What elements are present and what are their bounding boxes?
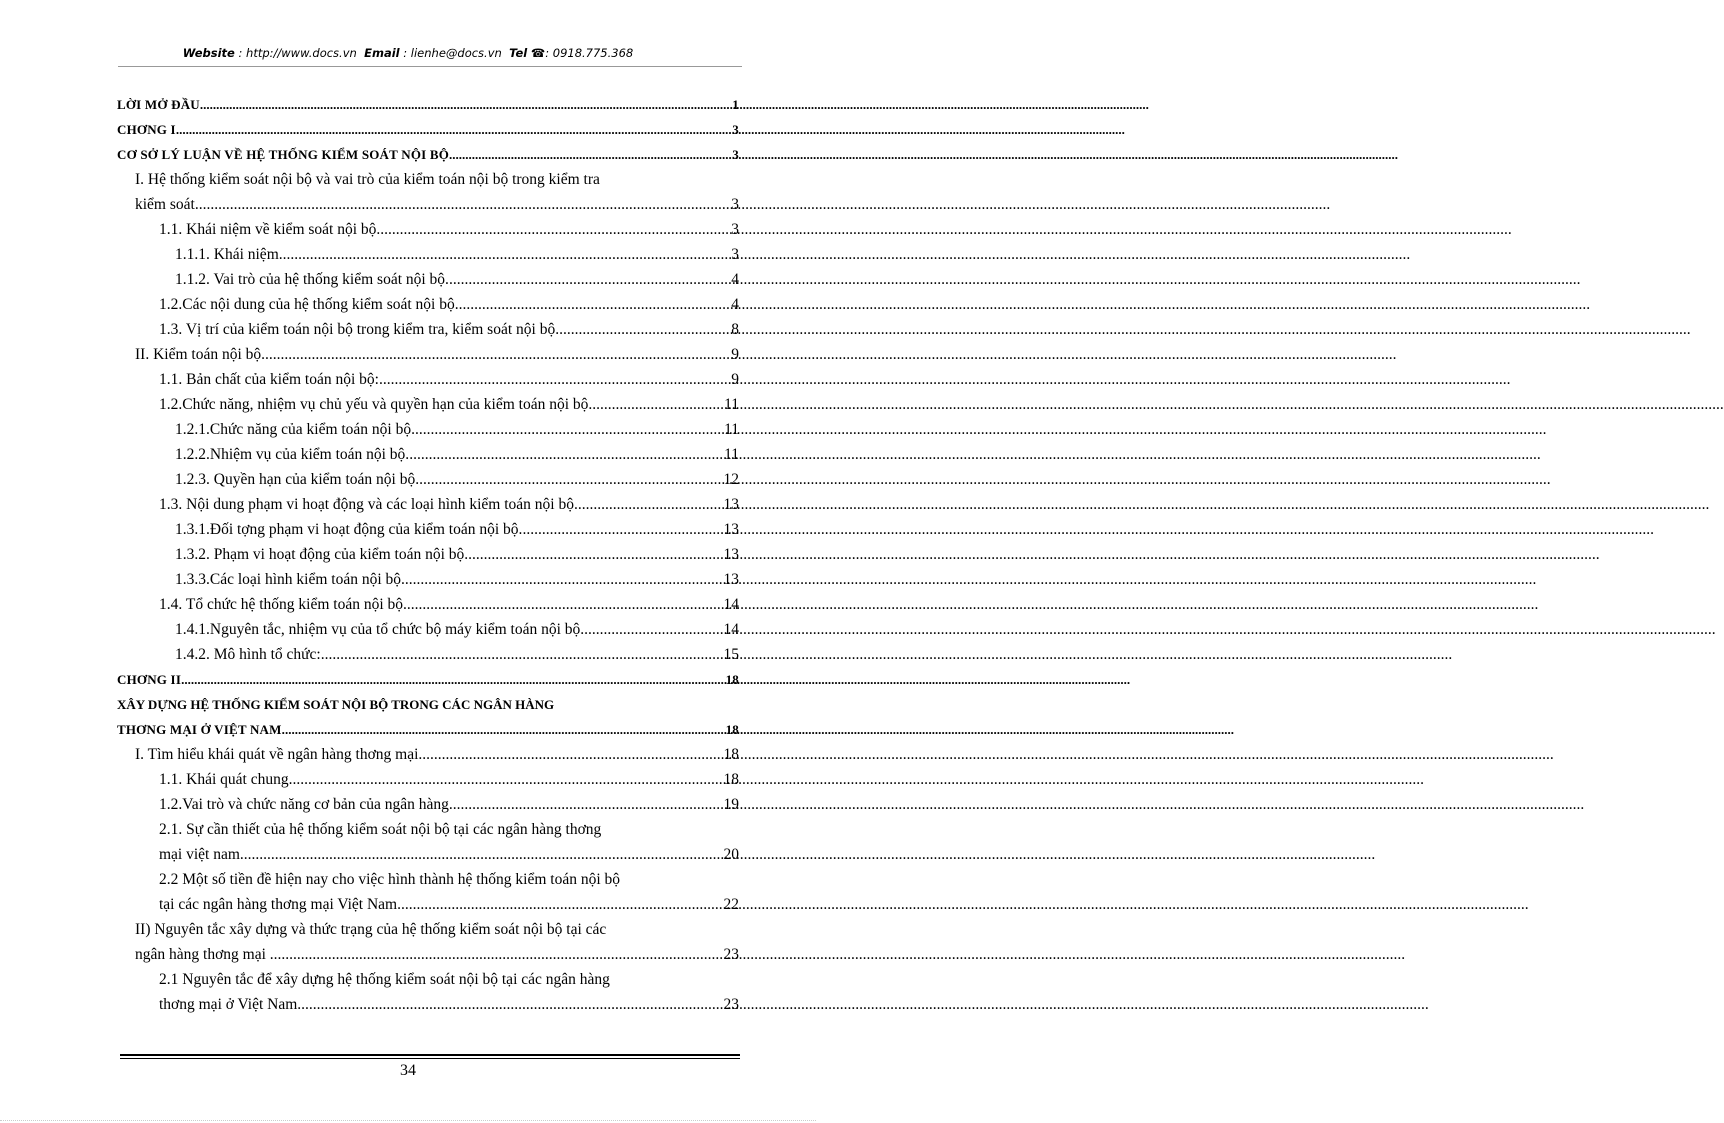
toc-leader-dots (397, 892, 723, 917)
toc-entry[interactable] (117, 417, 739, 442)
toc-entry-title: 1.1. Khái quát chung. (159, 771, 293, 788)
toc-leader-dots (468, 542, 723, 567)
toc-leader-dots (200, 92, 732, 117)
toc-page-number: 11 (724, 446, 739, 463)
email-value: : lienhe@docs.vn (403, 46, 502, 60)
toc-leader-dots (199, 192, 732, 217)
toc-leader-dots (297, 992, 723, 1017)
toc-entry-title: I. Tìm hiểu khái quát về ngân hàng thơng mại. (135, 746, 423, 763)
toc-entry-title: CƠ SỞ LÝ LUẬN VỀ HỆ THỐNG KIỂM SOÁT NỘI BỘ (117, 147, 450, 162)
toc-entry-first-line: 2.1. Sự cần thiết của hệ thống kiểm soát nội bộ tại các ngân hàng thơng (159, 821, 602, 838)
toc-page-number: 1 (732, 97, 739, 112)
toc-entry-first-line: I. Hệ thống kiểm soát nội bộ và vai trò của kiểm toán nội bộ trong kiểm tra (135, 171, 600, 188)
toc-entry[interactable] (117, 317, 739, 342)
toc-page-number: 11 (724, 396, 739, 413)
page-header (0, 46, 816, 60)
toc-entry-title: 1.1. Bản chất của kiểm toán nội bộ: (159, 371, 379, 388)
toc-leader-dots (459, 292, 732, 317)
toc-entry[interactable] (117, 367, 739, 392)
toc-leader-dots (321, 642, 724, 667)
toc-page-number: 19 (723, 796, 739, 813)
toc-entry[interactable] (117, 492, 739, 517)
table-of-contents (117, 92, 739, 1017)
toc-page-number: 3 (732, 122, 739, 137)
toc-entry[interactable] (117, 342, 739, 367)
toc-page-number: 18 (725, 722, 739, 737)
toc-leader-dots (181, 667, 726, 692)
toc-leader-dots (265, 342, 731, 367)
footer-rule (120, 1054, 740, 1056)
toc-entry-title: thơng mại ở Việt Nam (159, 996, 298, 1013)
toc-entry-title: 1.1.2. Vai trò của hệ thống kiểm soát nội bộ. (175, 271, 449, 288)
toc-leader-dots (380, 217, 731, 242)
toc-entry-first-line: 2.1 Nguyên tắc để xây dựng hệ thống kiểm soát nội bộ tại các ngân hàng (159, 971, 610, 988)
toc-entry-title: 1.3.3.Các loại hình kiểm toán nội bộ. (175, 571, 405, 588)
toc-entry-title: tại các ngân hàng thơng mại Việt Nam (159, 896, 398, 913)
toc-entry-title: 1.1.1. Khái niệm (175, 246, 279, 263)
toc-entry-title: 1.2.Vai trò và chức năng cơ bản của ngân hàng. (159, 796, 453, 813)
toc-page-number: 13 (723, 496, 739, 513)
toc-leader-dots (285, 717, 726, 742)
toc-entry-first-line: II) Nguyên tắc xây dựng và thức trạng của hệ thống kiểm soát nội bộ tại các (135, 921, 607, 938)
toc-entry[interactable] (117, 567, 739, 592)
toc-entry-title: 1.3. Vị trí của kiểm toán nội bộ trong kiểm tra, kiểm soát nội bộ. (159, 321, 560, 338)
toc-page-number: 11 (724, 421, 739, 438)
toc-leader-dots (379, 367, 731, 392)
toc-leader-dots (409, 442, 724, 467)
toc-entry[interactable] (117, 642, 739, 667)
toc-entry-title: 1.2.Các nội dung của hệ thống kiểm soát nội bộ. (159, 296, 459, 313)
toc-entry[interactable] (117, 817, 739, 867)
toc-entry-title: 1.4. Tổ chức hệ thống kiểm toán nội bộ. (159, 596, 407, 613)
header-rule (118, 66, 742, 67)
toc-entry[interactable] (117, 292, 739, 317)
footer-rule-thin (120, 1058, 740, 1059)
toc-page-number: 13 (723, 521, 739, 538)
toc-page-number: 3 (731, 221, 739, 238)
toc-entry[interactable] (117, 767, 739, 792)
toc-entry-title: 1.2.3. Quyền hạn của kiểm toán nội bộ. (175, 471, 420, 488)
toc-page-number: 18 (723, 771, 739, 788)
website-value: : http://www.docs.vn (238, 46, 357, 60)
toc-entry[interactable] (117, 692, 739, 742)
toc-page-number: 14 (723, 621, 739, 638)
toc-entry[interactable] (117, 267, 739, 292)
toc-leader-dots (449, 142, 732, 167)
toc-entry[interactable] (117, 967, 739, 1017)
toc-leader-dots (559, 317, 731, 342)
toc-entry-title: 1.4.2. Mô hình tổ chức: (175, 646, 321, 663)
toc-leader-dots (578, 492, 724, 517)
toc-entry-title: 1.4.1.Nguyên tắc, nhiệm vụ của tổ chức bộ máy kiểm toán nội bộ. (175, 621, 585, 638)
toc-entry[interactable] (117, 867, 739, 917)
toc-page-number: 12 (723, 471, 739, 488)
toc-entry-title: 1.1. Khái niệm về kiểm soát nội bộ. (159, 221, 381, 238)
toc-entry-title: LỜI MỞ ĐẦU (117, 97, 200, 112)
email-label: Email (364, 46, 400, 60)
toc-entry[interactable] (117, 742, 739, 767)
toc-leader-dots (176, 117, 732, 142)
toc-entry[interactable] (117, 792, 739, 817)
toc-entry[interactable] (117, 617, 739, 642)
toc-leader-dots (274, 942, 724, 967)
toc-page-number: 20 (723, 846, 739, 863)
toc-page-number: 3 (732, 147, 739, 162)
toc-leader-dots (279, 242, 732, 267)
toc-page-number: 9 (731, 371, 739, 388)
toc-entry[interactable] (117, 442, 739, 467)
toc-page-number: 22 (723, 896, 739, 913)
toc-entry-first-line: XÂY DỰNG HỆ THỐNG KIỂM SOÁT NỘI BỘ TRONG CÁC NGÂN HÀNG (117, 697, 555, 712)
toc-entry-title: 1.2.2.Nhiệm vụ của kiểm toán nội bộ. (175, 446, 410, 463)
toc-leader-dots (422, 742, 723, 767)
toc-leader-dots (449, 267, 731, 292)
toc-entry-title: 1.2.1.Chức năng của kiểm toán nội bộ. (175, 421, 415, 438)
toc-page-number: 13 (723, 546, 739, 563)
toc-entry-title: THƠNG MẠI Ở VIỆT NAM. (117, 722, 286, 737)
toc-page-number: 23 (723, 996, 739, 1013)
toc-entry-title: CHƠNG II (117, 672, 182, 687)
toc-entry[interactable] (117, 142, 739, 167)
toc-page-number: 4 (731, 296, 739, 313)
toc-leader-dots (415, 417, 724, 442)
toc-page-number: 4 (731, 271, 739, 288)
toc-leader-dots (522, 517, 723, 542)
toc-entry-first-line: 2.2 Một số tiền đề hiện nay cho việc hình thành hệ thống kiểm toán nội bộ (159, 871, 621, 888)
toc-leader-dots (453, 792, 724, 817)
toc-entry-title: 1.2.Chức năng, nhiệm vụ chủ yếu và quyền hạn của kiểm toán nội bộ. (159, 396, 593, 413)
toc-page-number: 8 (731, 321, 739, 338)
toc-entry-title: mại việt nam. (159, 846, 244, 863)
toc-leader-dots (407, 592, 724, 617)
toc-page-number: 15 (723, 646, 739, 663)
toc-page-number: 13 (723, 571, 739, 588)
toc-entry-title: II. Kiểm toán nội bộ. (135, 346, 266, 363)
toc-page-number: 14 (723, 596, 739, 613)
page-number: 34 (400, 1062, 416, 1079)
toc-entry[interactable] (117, 167, 739, 217)
toc-entry[interactable] (117, 242, 739, 267)
toc-leader-dots (584, 617, 723, 642)
toc-leader-dots (292, 767, 723, 792)
toc-entry-title: CHƠNG I (117, 122, 176, 137)
toc-leader-dots (592, 392, 724, 417)
toc-page-number: 3 (731, 196, 739, 213)
toc-entry[interactable] (117, 592, 739, 617)
tel-label: Tel (509, 46, 528, 60)
toc-entry[interactable] (117, 217, 739, 242)
toc-entry[interactable] (117, 117, 739, 142)
toc-leader-dots (419, 467, 723, 492)
toc-entry[interactable] (117, 917, 739, 967)
toc-leader-dots (244, 842, 724, 867)
toc-entry[interactable] (117, 92, 739, 117)
toc-entry[interactable] (117, 517, 739, 542)
toc-entry-title: 1.3. Nội dung phạm vi hoạt động và các loại hình kiểm toán nội bộ. (159, 496, 578, 513)
toc-entry-title: kiểm soát. (135, 196, 199, 213)
toc-entry-title: ngân hàng thơng mại . (135, 946, 274, 963)
toc-page-number: 18 (723, 746, 739, 763)
toc-entry[interactable] (117, 467, 739, 492)
toc-entry-title: 1.3.1.Đối tợng phạm vi hoạt động của kiểm toán nội bộ. (175, 521, 523, 538)
toc-entry-title: 1.3.2. Phạm vi hoạt động của kiểm toán nội bộ. (175, 546, 469, 563)
page-edge-dots (0, 1120, 816, 1121)
toc-entry[interactable] (117, 542, 739, 567)
tel-value: : 0918.775.368 (545, 46, 634, 60)
toc-entry[interactable] (117, 667, 739, 692)
toc-page-number: 23 (723, 946, 739, 963)
phone-icon: ☎ (530, 46, 546, 60)
toc-leader-dots (405, 567, 724, 592)
toc-page-number: 3 (731, 246, 739, 263)
toc-page-number: 18 (725, 672, 739, 687)
toc-entry[interactable] (117, 392, 739, 417)
website-label: Website (182, 46, 235, 60)
toc-page-number: 9 (731, 346, 739, 363)
